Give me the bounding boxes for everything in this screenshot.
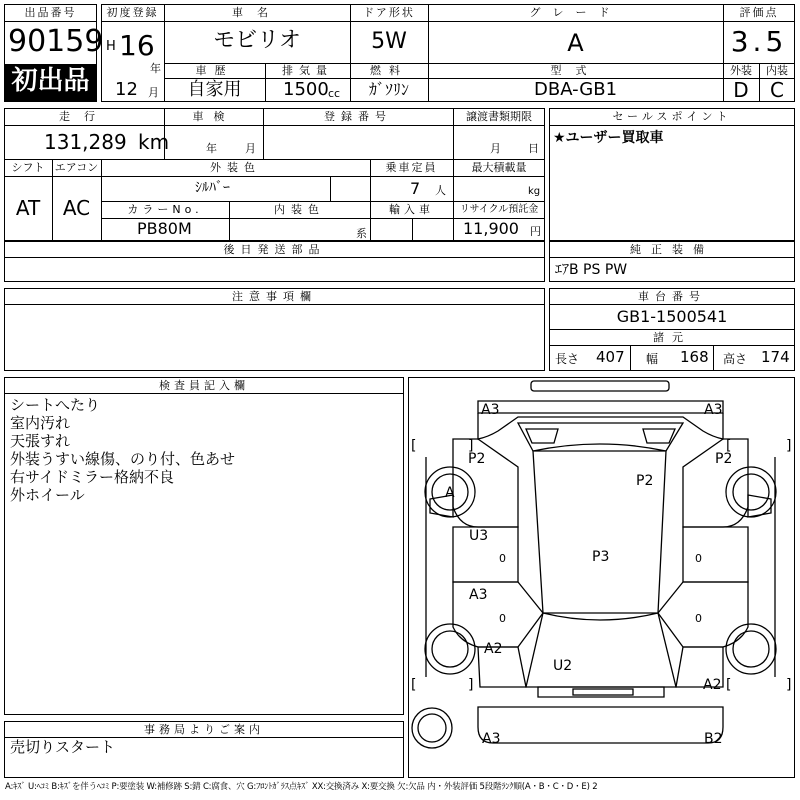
bracket-left: ] bbox=[468, 438, 474, 454]
history: 自家用 bbox=[187, 79, 242, 100]
zero-mark: 0 bbox=[695, 552, 702, 565]
office-note: 売切りスタート bbox=[10, 738, 116, 756]
inspector-note: 室内汚れ bbox=[10, 414, 71, 432]
damage-mark: U2 bbox=[553, 658, 573, 674]
damage-mark: A3 bbox=[482, 731, 501, 747]
color-label: 外装色 bbox=[210, 161, 261, 174]
shift: AT bbox=[15, 196, 41, 220]
bracket-left: [ bbox=[411, 677, 417, 693]
height-label: 高さ bbox=[723, 352, 748, 366]
ac-label: エアコン bbox=[54, 161, 99, 174]
damage-mark: A bbox=[445, 485, 455, 501]
era-prefix: H bbox=[106, 39, 116, 54]
capacity: 7 bbox=[410, 179, 421, 198]
mileage-unit: km bbox=[138, 130, 170, 154]
bracket-right: [ bbox=[726, 677, 732, 693]
model-label: 型式 bbox=[550, 64, 601, 77]
model-code: DBA-GB1 bbox=[533, 79, 618, 100]
mileage-label: 走行 bbox=[59, 110, 109, 123]
grade-label: グレード bbox=[529, 6, 622, 19]
inspector-note: シートへたり bbox=[10, 396, 101, 414]
notes-label: 注意事項欄 bbox=[232, 290, 317, 303]
color-no-label: カラーNo. bbox=[127, 203, 203, 216]
lot-label: 出品番号 bbox=[24, 6, 77, 19]
inspector-note: 天張すれ bbox=[10, 432, 71, 450]
bracket-right: ] bbox=[786, 438, 792, 454]
inspection-label: 車検 bbox=[192, 110, 235, 123]
recycle-label: リサイクル預託金 bbox=[459, 204, 539, 215]
height: 174 bbox=[761, 348, 790, 366]
width-label: 幅 bbox=[646, 352, 659, 366]
displacement-label: 排気量 bbox=[282, 64, 333, 77]
first-reg-label: 初度登録 bbox=[106, 6, 159, 19]
year-unit: 年 bbox=[150, 62, 161, 75]
car-name: モビリオ bbox=[213, 28, 301, 53]
displacement: 1500 bbox=[283, 79, 329, 100]
bracket-left: [ bbox=[411, 438, 417, 454]
sales-point-box bbox=[549, 108, 795, 241]
car-name-label: 車名 bbox=[232, 6, 282, 19]
sales-point-label: セールスポイント bbox=[612, 110, 732, 123]
inspector-note: 外ホイール bbox=[10, 486, 85, 504]
reg-month: 12 bbox=[115, 79, 138, 100]
inspector-notes bbox=[10, 396, 235, 504]
color-no: PB80M bbox=[137, 219, 192, 238]
bracket-right: [ bbox=[726, 438, 732, 454]
inspection-month-unit: 月 bbox=[245, 142, 256, 155]
damage-mark: U3 bbox=[469, 528, 489, 544]
capacity-label: 乗車定員 bbox=[385, 161, 438, 174]
score: 3.5 bbox=[730, 25, 788, 58]
zero-mark: 0 bbox=[499, 612, 506, 625]
chassis: GB1-1500541 bbox=[616, 307, 728, 326]
legend: A:ｷｽﾞ U:ﾍｺﾐ B:ｷｽﾞを伴うﾍｺﾐ P:要塗装 W:補修跡 S:錆 C:腐食、穴 G:ﾌﾛﾝﾄｶﾞﾗｽ点ｷｽﾞ XX:交換済み X:要交換 欠:欠品 内・外装評価 5段階ﾗﾝｸ順(A・B・C・D・E) 2 bbox=[5, 782, 598, 792]
damage-mark: P2 bbox=[636, 473, 654, 489]
damage-mark: B2 bbox=[704, 731, 723, 747]
damage-mark: P2 bbox=[715, 451, 733, 467]
displacement-unit: cc bbox=[328, 87, 341, 100]
history-label: 車歴 bbox=[195, 64, 234, 77]
damage-mark: P2 bbox=[468, 451, 486, 467]
width: 168 bbox=[680, 348, 709, 366]
bracket-left: ] bbox=[468, 677, 474, 693]
color: ｼﾙﾊﾞｰ bbox=[195, 180, 230, 196]
fuel: ｶﾞｿﾘﾝ bbox=[368, 80, 409, 99]
zero-mark: 0 bbox=[499, 552, 506, 565]
car-diagram bbox=[408, 377, 795, 778]
transfer-month-unit: 月 bbox=[490, 142, 501, 155]
capacity-unit: 人 bbox=[435, 184, 446, 197]
ac: AC bbox=[62, 196, 91, 220]
exterior-label: 外装 bbox=[730, 64, 752, 77]
load-unit: kg bbox=[528, 186, 541, 197]
zero-mark: 0 bbox=[695, 612, 702, 625]
equip-label: 純正装備 bbox=[630, 243, 714, 256]
bracket-right: ] bbox=[786, 677, 792, 693]
dims-label: 諸元 bbox=[653, 331, 691, 344]
door-label: ドア形状 bbox=[363, 6, 415, 19]
import-label: 輸入車 bbox=[389, 203, 434, 216]
inspection-year-unit: 年 bbox=[206, 142, 217, 155]
damage-mark: A3 bbox=[481, 402, 500, 418]
transfer-label: 譲渡書類期限 bbox=[466, 110, 532, 123]
office-label: 事務局よりご案内 bbox=[144, 723, 264, 736]
shift-label: シフト bbox=[11, 161, 45, 174]
interior-label: 内装 bbox=[766, 64, 788, 77]
month-unit: 月 bbox=[148, 86, 159, 99]
recycle: 11,900 bbox=[463, 219, 519, 238]
inspector-note: 右サイドミラー格納不良 bbox=[10, 468, 174, 486]
score-label: 評価点 bbox=[739, 6, 779, 19]
damage-mark: P3 bbox=[592, 549, 610, 565]
damage-mark: A2 bbox=[484, 641, 503, 657]
parts-label: 後日発送部品 bbox=[223, 243, 326, 256]
damage-mark: A3 bbox=[704, 402, 723, 418]
int-color-unit: 系 bbox=[356, 227, 367, 240]
inspector-label: 検査員記入欄 bbox=[159, 379, 249, 392]
chassis-label: 車台番号 bbox=[638, 290, 706, 303]
load-label: 最大積載量 bbox=[471, 161, 527, 174]
length: 407 bbox=[596, 348, 625, 366]
first-listing-text: 初出品 bbox=[11, 66, 90, 96]
transfer-day-unit: 日 bbox=[528, 142, 539, 155]
damage-mark: A3 bbox=[469, 587, 488, 603]
lot-number: 90159 bbox=[8, 24, 104, 59]
sales-point: ★ユーザー買取車 bbox=[553, 130, 664, 146]
equipment: ｴｱB PS PW bbox=[555, 262, 628, 278]
interior-grade: C bbox=[770, 78, 784, 102]
damage-mark: A2 bbox=[703, 677, 722, 693]
inspector-note: 外装うすい線傷、のり付、色あせ bbox=[10, 450, 236, 468]
fuel-label: 燃料 bbox=[370, 64, 408, 77]
int-color-label: 内装色 bbox=[274, 203, 325, 216]
exterior-grade: D bbox=[733, 78, 749, 102]
mileage: 131,289 bbox=[44, 130, 127, 154]
length-label: 長さ bbox=[555, 352, 580, 366]
door-type: 5W bbox=[371, 29, 407, 54]
reg-year: 16 bbox=[119, 29, 155, 62]
recycle-unit: 円 bbox=[530, 225, 541, 238]
grade: A bbox=[567, 29, 584, 57]
plate-label: 登録番号 bbox=[324, 110, 392, 123]
